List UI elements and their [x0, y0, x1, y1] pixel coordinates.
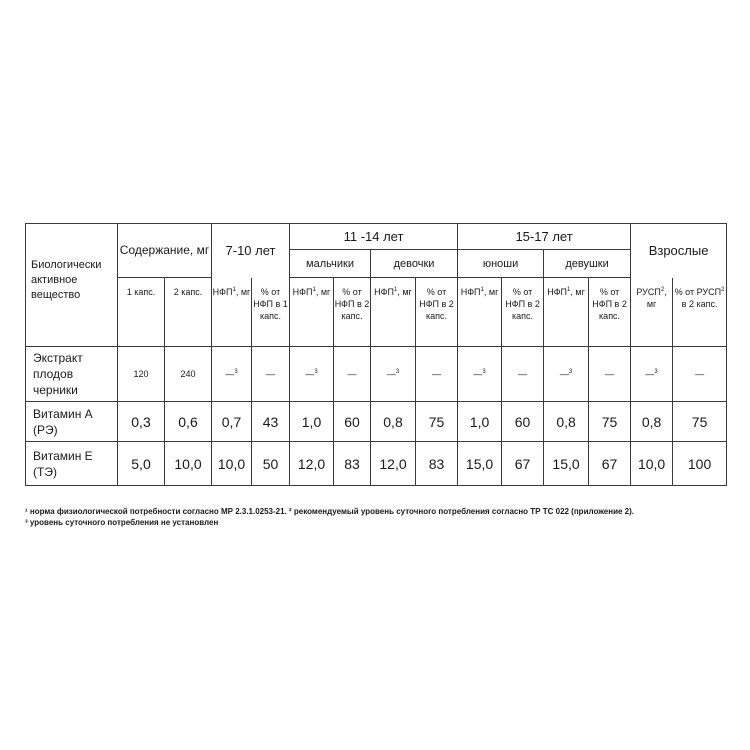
group-15-17-header: 15-17 лет [458, 224, 631, 250]
cell-vitamin-a-rusp-adults: 0,8 [631, 402, 673, 442]
cell-vitamin-e-pct-girls: 83 [416, 442, 458, 486]
cell-vitamin-a-nfp-young-women: 0,8 [544, 402, 589, 442]
cell-vitamin-e-nfp-7-10: 10,0 [212, 442, 252, 486]
footnote-line-2: ³ уровень суточного потребления не установлен [25, 518, 219, 527]
cell-vitamin-a-caps2: 0,6 [165, 402, 212, 442]
row-label-bilberry: Экстракт плодов черники [26, 347, 118, 402]
unit-pct-nfp-young-women: % от НФП в 2 капс. [589, 278, 631, 347]
cell-vitamin-e-rusp-adults: 10,0 [631, 442, 673, 486]
group-7-10-header: 7-10 лет [212, 224, 290, 278]
content-header: Содержание, мг [118, 224, 212, 278]
cell-vitamin-a-nfp-boys: 1,0 [290, 402, 334, 442]
row-label-vitamin-a: Витамин А (РЭ) [26, 402, 118, 442]
cell-vitamin-a-pct-young-women: 75 [589, 402, 631, 442]
cell-vitamin-e-nfp-youths: 15,0 [458, 442, 502, 486]
table-row [26, 347, 727, 402]
group-adults-header: Взрослые [631, 224, 727, 278]
cell-bilberry-nfp-girls: —$^3$ [371, 347, 416, 402]
group-11-14-header: 11 -14 лет [290, 224, 458, 250]
cell-vitamin-e-nfp-young-women: 15,0 [544, 442, 589, 486]
cell-bilberry-caps1: 120 [118, 347, 165, 402]
unit-pct-nfp-1: % от НФП в 1 капс. [252, 278, 290, 347]
cell-bilberry-nfp-7-10: —$^3$ [212, 347, 252, 402]
cell-bilberry-nfp-boys: —$^3$ [290, 347, 334, 402]
cell-vitamin-a-pct-7-10: 43 [252, 402, 290, 442]
cell-vitamin-a-pct-adults: 75 [673, 402, 727, 442]
unit-pct-nfp-boys: % от НФП в 2 капс. [334, 278, 371, 347]
cell-bilberry-pct-youths: — [502, 347, 544, 402]
unit-nfp-girls: НФП$^1$, мг [371, 278, 416, 347]
unit-nfp-youths: НФП$^1$, мг [458, 278, 502, 347]
footnote-line-1: ¹ норма физиологической потребности согласно МР 2.3.1.0253-21. ² рекомендуемый уровень суточного потребления согласно ТР ТС 022 (приложение 2). [25, 507, 635, 516]
cell-vitamin-a-nfp-girls: 0,8 [371, 402, 416, 442]
cell-vitamin-a-pct-youths: 60 [502, 402, 544, 442]
table-row [26, 402, 727, 442]
cell-bilberry-pct-boys: — [334, 347, 371, 402]
cell-vitamin-a-nfp-7-10: 0,7 [212, 402, 252, 442]
cell-bilberry-nfp-young-women: —$^3$ [544, 347, 589, 402]
unit-caps-1: 1 капс. [118, 278, 165, 347]
row-label-vitamin-e: Витамин Е (ТЭ) [26, 442, 118, 486]
unit-pct-rusp-adults: % от РУСП$^2$ в 2 капс. [673, 278, 727, 347]
cell-vitamin-e-nfp-boys: 12,0 [290, 442, 334, 486]
unit-pct-nfp-youths: % от НФП в 2 капс. [502, 278, 544, 347]
cell-bilberry-caps2: 240 [165, 347, 212, 402]
footnotes [25, 506, 735, 528]
cell-vitamin-e-pct-boys: 83 [334, 442, 371, 486]
subgroup-young-women: девушки [544, 250, 631, 278]
unit-pct-nfp-girls: % от НФП в 2 капс. [416, 278, 458, 347]
cell-vitamin-a-pct-boys: 60 [334, 402, 371, 442]
unit-caps-2: 2 капс. [165, 278, 212, 347]
cell-vitamin-e-pct-young-women: 67 [589, 442, 631, 486]
cell-bilberry-nfp-youths: —$^3$ [458, 347, 502, 402]
unit-nfp-boys: НФП$^1$, мг [290, 278, 334, 347]
table-row [26, 442, 727, 486]
cell-vitamin-a-nfp-youths: 1,0 [458, 402, 502, 442]
subgroup-youths: юноши [458, 250, 544, 278]
substance-header: Биологически активное вещество [26, 224, 118, 347]
cell-vitamin-a-caps1: 0,3 [118, 402, 165, 442]
nutrition-table [25, 223, 727, 486]
cell-vitamin-e-nfp-girls: 12,0 [371, 442, 416, 486]
cell-bilberry-pct-young-women: — [589, 347, 631, 402]
cell-bilberry-pct-girls: — [416, 347, 458, 402]
cell-vitamin-a-pct-girls: 75 [416, 402, 458, 442]
cell-bilberry-rusp-adults: —$^3$ [631, 347, 673, 402]
cell-vitamin-e-caps2: 10,0 [165, 442, 212, 486]
cell-bilberry-pct-7-10: — [252, 347, 290, 402]
cell-vitamin-e-pct-adults: 100 [673, 442, 727, 486]
cell-vitamin-e-caps1: 5,0 [118, 442, 165, 486]
unit-nfp-young-women: НФП$^1$, мг [544, 278, 589, 347]
unit-nfp-7-10: НФП$^1$, мг [212, 278, 252, 347]
cell-bilberry-pct-adults: — [673, 347, 727, 402]
cell-vitamin-e-pct-7-10: 50 [252, 442, 290, 486]
subgroup-girls: девочки [371, 250, 458, 278]
unit-rusp-adults: РУСП$^2$, мг [631, 278, 673, 347]
subgroup-boys: мальчики [290, 250, 371, 278]
cell-vitamin-e-pct-youths: 67 [502, 442, 544, 486]
